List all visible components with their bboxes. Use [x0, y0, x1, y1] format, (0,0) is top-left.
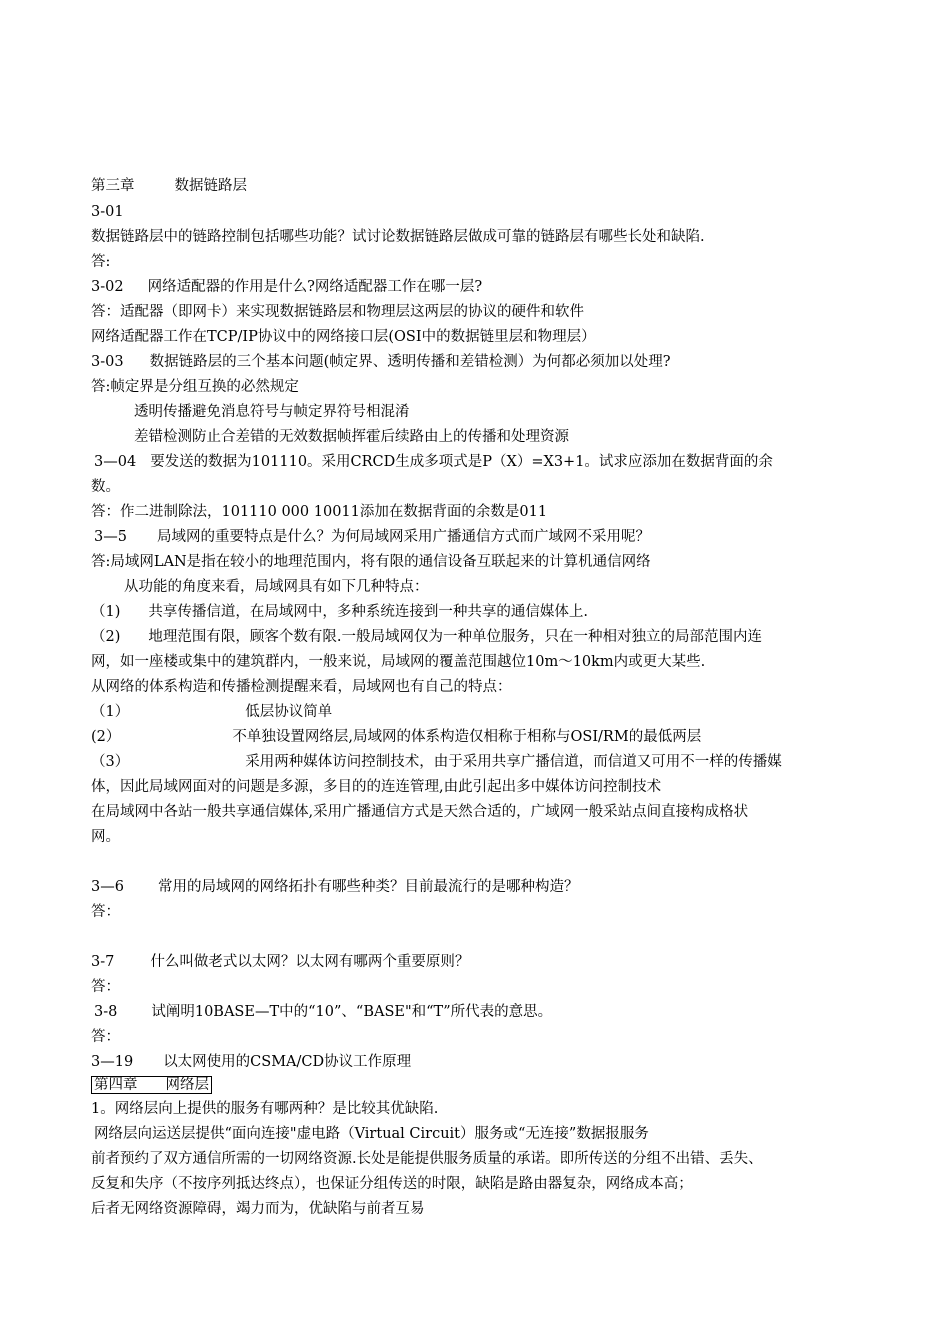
question-number: 3-01: [91, 204, 124, 220]
answer-text: 差错检测防止合差错的无效数据帧挥霍后续路由上的传播和处理资源: [134, 429, 569, 445]
question-text: 3—04 要发送的数据为101110。采用CRCD生成多项式是P（X）=X3+1。试求应添加在数据背面的余: [94, 454, 773, 470]
answer-text: 前者预约了双方通信所需的一切网络资源.长处是能提供服务质量的承诺。即所传送的分组不出错、丢失、: [91, 1151, 763, 1167]
answer-text: 体，因此局域网面对的问题是多源，多目的的连连管理,由此引起出多中媒体访问控制技术: [91, 779, 662, 795]
list-item: （2) 地理范围有限，顾客个数有限.一般局域网仅为一种单位服务，只在一种相对独立的局部范围内连: [91, 629, 762, 645]
answer-text: 透明传播避免消息符号与帧定界符号相混淆: [134, 404, 410, 420]
question-text: 3—5 局域网的重要特点是什么？为何局域网采用广播通信方式而广域网不采用呢？: [94, 529, 650, 545]
question-text: 3-02 网络适配器的作用是什么?网络适配器工作在哪一层?: [91, 279, 483, 295]
answer-text: 答：: [91, 1029, 120, 1045]
list-item: （1) 共享传播信道，在局域网中，多种系统连接到一种共享的通信媒体上.: [91, 604, 588, 620]
list-item: (2） 不单独设置网络层,局域网的体系构造仅相称于相称与OSI/RM的最低两层: [91, 729, 702, 745]
list-item: （1） 低层协议简单: [91, 704, 333, 720]
answer-text: 网络适配器工作在TCP/IP协议中的网络接口层(OSI中的数据链里层和物理层）: [91, 329, 596, 345]
question-text: 3—6 常用的局域网的网络拓扑有哪些种类？目前最流行的是哪种构造？: [91, 879, 579, 895]
answer-text: 后者无网络资源障碍，竭力而为，优缺陷与前者互易: [91, 1201, 425, 1217]
answer-text: 答：: [91, 979, 120, 995]
answer-text: 在局域网中各站一般共享通信媒体,采用广播通信方式是天然合适的，广域网一般采站点间直接构成格状: [91, 804, 749, 820]
answer-text: 从功能的角度来看，局域网具有如下几种特点：: [124, 579, 429, 595]
answer-text: 从网络的体系构造和传播检测提醒来看，局域网也有自己的特点：: [91, 679, 512, 695]
answer-text: 网，如一座楼或集中的建筑群内，一般来说，局域网的覆盖范围越位10m～10km内或更大某些.: [91, 654, 706, 670]
answer-text: 反复和失序（不按序列抵达终点），也保证分组传送的时限，缺陷是路由器复杂，网络成本高；: [91, 1176, 693, 1192]
answer-text: 答：: [91, 904, 120, 920]
question-text: 3-7 什么叫做老式以太网？以太网有哪两个重要原则？: [91, 954, 470, 970]
question-text: 数。: [91, 479, 120, 495]
answer-text: 网络层向运送层提供“面向连接"虚电路（Virtual Circuit）服务或“无连接”数据报服务: [94, 1126, 649, 1142]
answer-text: 答:帧定界是分组互换的必然规定: [91, 379, 299, 395]
question-text: 3-03 数据链路层的三个基本问题(帧定界、透明传播和差错检测）为何都必须加以处理?: [91, 354, 671, 370]
question-text: 3—19 以太网使用的CSMA/CD协议工作原理: [91, 1054, 412, 1070]
answer-text: 答:局域网LAN是指在较小的地理范围内，将有限的通信设备互联起来的计算机通信网络: [91, 554, 651, 570]
chapter-3-title: 第三章 数据链路层: [91, 178, 247, 194]
answer-text: 答：作二进制除法，101110 000 10011添加在数据背面的余数是011: [91, 504, 548, 520]
question-text: 数据链路层中的链路控制包括哪些功能？试讨论数据链路层做成可靠的链路层有哪些长处和缺陷.: [91, 229, 705, 245]
answer-text: 答：适配器（即网卡）来实现数据链路层和物理层这两层的协议的硬件和软件: [91, 304, 584, 320]
question-text: 1。网络层向上提供的服务有哪两种？是比较其优缺陷.: [91, 1101, 439, 1117]
list-item: （3） 采用两种媒体访问控制技术，由于采用共享广播信道，而信道又可用不一样的传播媒: [91, 754, 782, 770]
answer-text: 答:: [91, 254, 111, 270]
chapter-4-title: 第四章 网络层: [91, 1075, 212, 1095]
question-text: 3-8 试阐明10BASE—T中的“10”、“BASE"和“T”所代表的意思。: [94, 1004, 553, 1020]
answer-text: 网。: [91, 829, 120, 845]
